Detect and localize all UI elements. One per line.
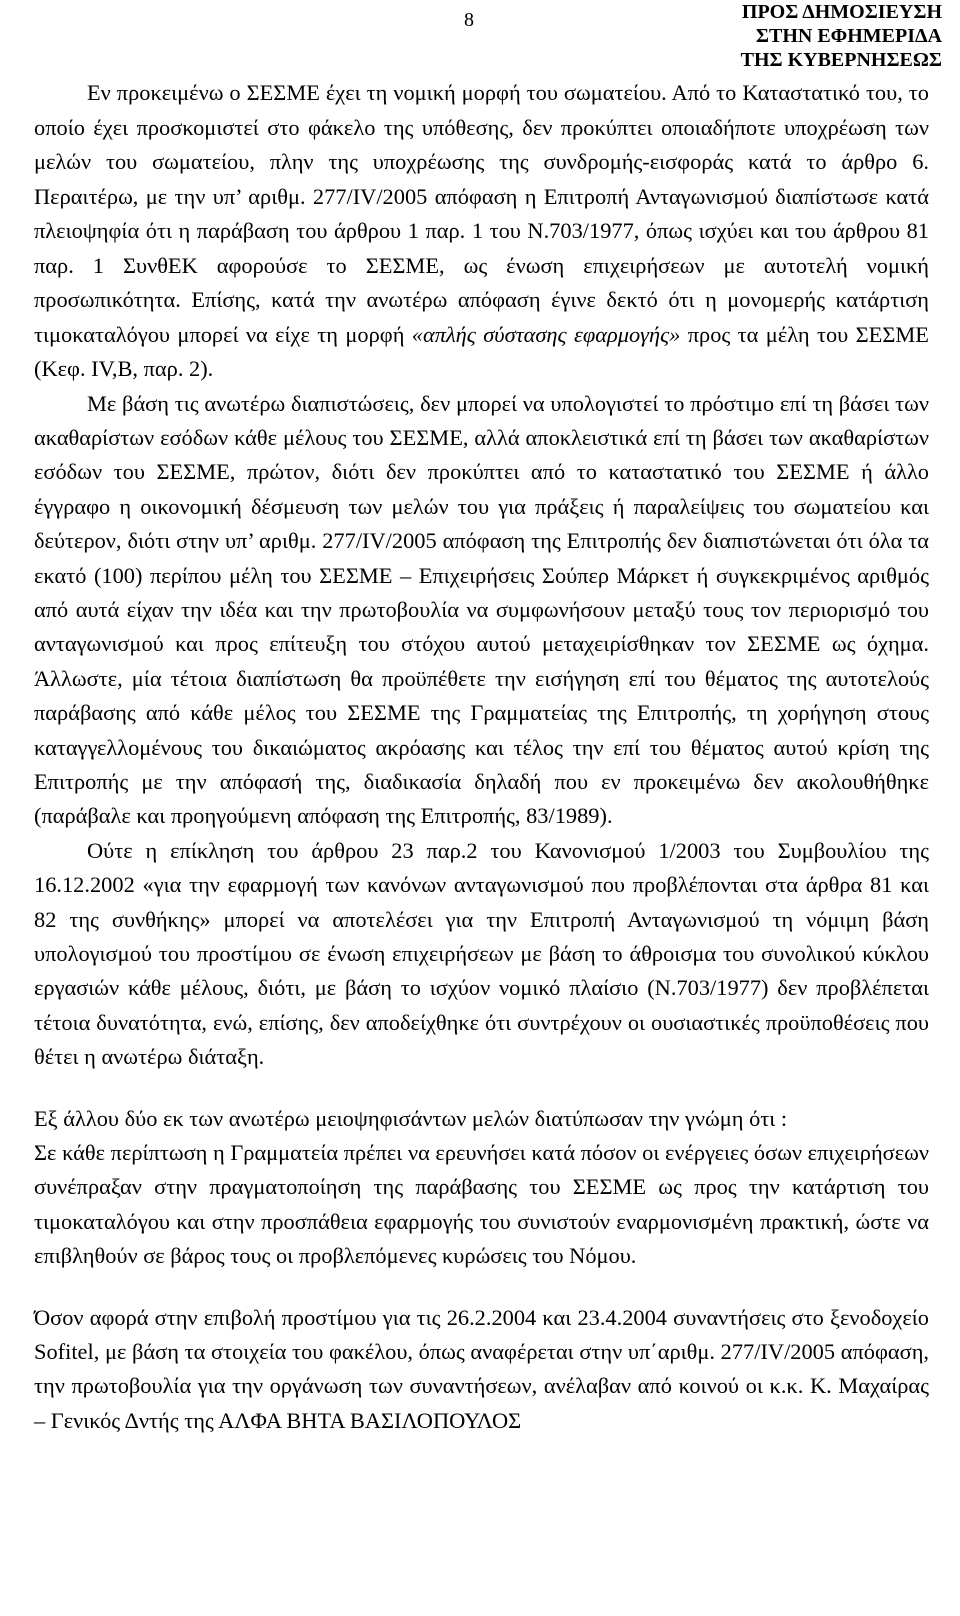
page-number: 8 [464, 9, 474, 31]
paragraph-legal-form [34, 76, 929, 387]
paragraph-minority-opinion-intro: Εξ άλλου δύο εκ των ανωτέρω μειοψηφισάντων μελών διατύπωσαν την γνώμη ότι : [34, 1105, 788, 1131]
paragraph-legal-form-end: προς τα μέλη του ΣΕΣΜΕ (Κεφ. IV,Β, παρ. 2). [34, 321, 929, 381]
paragraph-sofitel-meetings: Όσον αφορά στην επιβολή προστίμου για τις 26.2.2004 και 23.4.2004 συναντήσεις στο ξενοδοχείο Sofitel, με βάση τα στοιχεία του φακέλου, όπως αναφέρεται στην υπ΄αριθμ. 277/IV/2005 απόφαση, την πρωτοβουλία για την οργάνωση των συναντήσεων, ανέλαβαν από κοινού οι κ.κ. Κ. Μαχαίρας – Γενικός Δντής της ΑΛΦΑ ΒΗΤΑ ΒΑΣΙΛΟΠΟΥΛΟΣ [34, 1304, 929, 1433]
paragraph-spacer [34, 1075, 929, 1102]
paragraph-spacer [34, 1274, 929, 1301]
paragraph-minority-opinion: Σε κάθε περίπτωση η Γραμματεία πρέπει να ερευνήσει κατά πόσον οι ενέργειες όσων επιχειρήσεων συνέπραξαν στην πραγματοποίηση της παράβασης του ΣΕΣΜΕ ως προς την κατάρτιση του τιμοκαταλόγου και στην προσπάθεια εφαρμογής του συνιστούν εναρμονισμένη πρακτική, ώστε να επιβληθούν σε βάρος τους οι προβλεπόμενες κυρώσεις του Νόμου. [34, 1140, 929, 1269]
publication-line-3: ΤΗΣ ΚΥΒΕΡΝΗΣΕΩΣ [740, 49, 942, 71]
paragraph-legal-form-text: Εν προκειμένω ο ΣΕΣΜΕ έχει τη νομική μορφή του σωματείου. Από το Καταστατικό του, το οποίο έχει προσκομιστεί στο φάκελο της υπόθεσης, δεν προκύπτει οποιαδήποτε υποχρέωση των μελών του σωματείου, πλην της υποχρέωσης της συνδρομής-εισφοράς κατά το άρθρο 6. Περαιτέρω, με την υπ’ αριθμ. 277/IV/2005 απόφαση η Επιτροπή Ανταγωνισμού διαπίστωσε κατά πλειοψηφία ότι η παράβαση του άρθρου 1 παρ. 1 του Ν.703/1977, όπως ισχύει και του άρθρου 81 παρ. 1 ΣυνθΕΚ αφορούσε το ΣΕΣΜΕ, ως ένωση επιχειρήσεων με αυτοτελή νομική προσωπικότητα. Επίσης, κατά την ανωτέρω απόφαση έγινε δεκτό ότι η μονομερής κατάρτιση τιμοκαταλόγου μπορεί να είχε τη μορφή [34, 80, 929, 347]
paragraph-regulation-reference: Ούτε η επίκληση του άρθρου 23 παρ.2 του Κανονισμού 1/2003 του Συμβουλίου της 16.12.2002 «για την εφαρμογή των κανόνων ανταγωνισμού που προβλέπονται στα άρθρα 81 και 82 της συνθήκης» μπορεί να αποτελέσει για την Επιτροπή Ανταγωνισμού τη νόμιμη βάση υπολογισμού του προστίμου σε ένωση επιχειρήσεων με βάση το άθροισμα του συνολικού κύκλου εργασιών κάθε μέλους, διότι, με βάση το ισχύον νομικό πλαίσιο (Ν.703/1977) δεν προβλέπεται τέτοια δυνατότητα, ενώ, επίσης, δεν αποδείχθηκε ότι συντρέχουν οι ουσιαστικές προϋποθέσεις που θέτει η ανωτέρω διάταξη. [34, 837, 929, 1070]
publication-header [741, 0, 942, 72]
document-body [34, 76, 929, 1438]
publication-line-1: ΠΡΟΣ ΔΗΜΟΣΙΕΥΣΗ [741, 1, 942, 23]
simple-recommendation-quote: «απλής σύστασης εφαρμογής» [411, 321, 681, 347]
paragraph-fine-calculation: Με βάση τις ανωτέρω διαπιστώσεις, δεν μπορεί να υπολογιστεί το πρόστιμο επί τη βάσει των ακαθαρίστων εσόδων κάθε μέλους του ΣΕΣΜΕ, αλλά αποκλειστικά επί τη βάσει των ακαθαρίστων εσόδων του ΣΕΣΜΕ, πρώτον, διότι δεν προκύπτει από το καταστατικό του ΣΕΣΜΕ ή άλλο έγγραφο η οικονομική δέσμευση των μελών του για πράξεις ή παραλείψεις του σωματείου και δεύτερον, διότι στην υπ’ αριθμ. 277/IV/2005 απόφαση της Επιτροπής δεν διαπιστώνεται ότι όλα τα εκατό (100) περίπου μέλη του ΣΕΣΜΕ – Επιχειρήσεις Σούπερ Μάρκετ ή συγκεκριμένος αριθμός από αυτά είχαν την ιδέα και την πρωτοβουλία να συμφωνήσουν μεταξύ τους τον περιορισμό του ανταγωνισμού και προς επίτευξη του στόχου αυτού μεταχειρίσθηκαν τον ΣΕΣΜΕ ως όχημα. Άλλωστε, μία τέτοια διαπίστωση θα προϋπέθετε την εισήγηση επί του θέματος της αυτοτελούς παράβασης από κάθε μέλος του ΣΕΣΜΕ της Γραμματείας της Επιτροπής, τη χορήγηση στους καταγγελλομένους του δικαιώματος ακρόασης και τέλος την επί του θέματος αυτού κρίση της Επιτροπής με την απόφασή της, διαδικασία δηλαδή που εν προκειμένω δεν ακολουθήθηκε (παράβαλε και προηγούμενη απόφαση της Επιτροπής, 83/1989). [34, 390, 929, 829]
publication-line-2: ΣΤΗΝ ΕΦΗΜΕΡΙΔΑ [755, 25, 942, 47]
